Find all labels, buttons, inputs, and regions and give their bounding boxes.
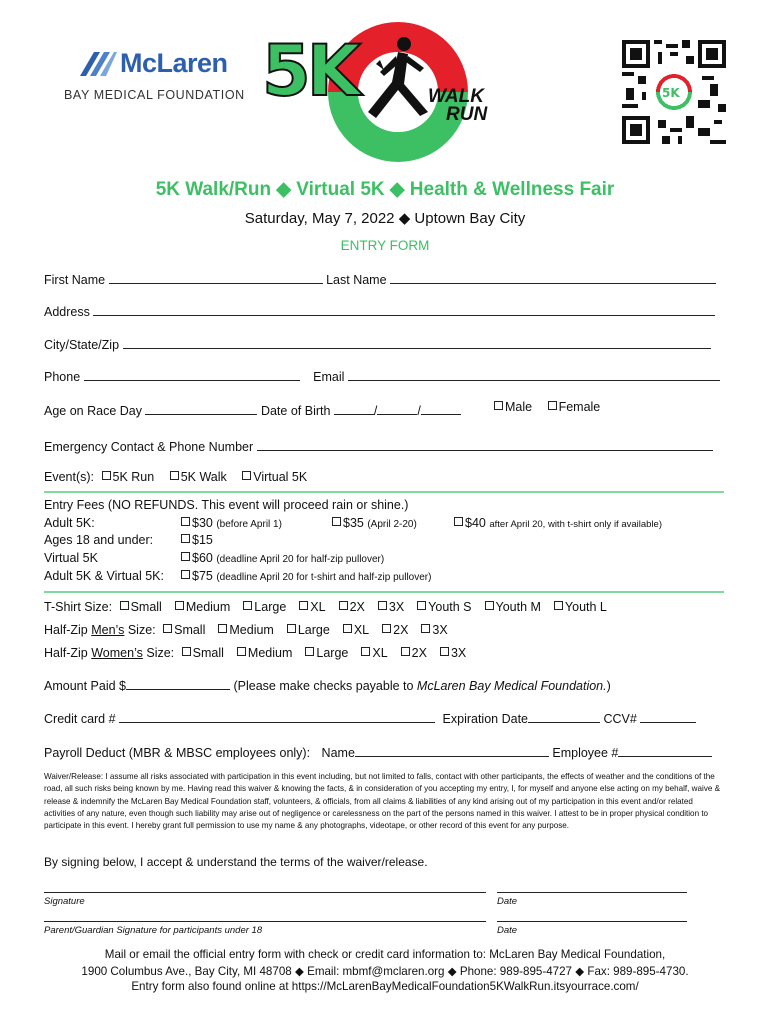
men-size-checkbox[interactable] [421, 624, 430, 633]
emergency-field[interactable] [257, 439, 713, 451]
tshirt-size-label: XL [310, 600, 326, 614]
form-title: ENTRY FORM [340, 238, 430, 253]
amount-paid-row [44, 678, 611, 693]
women-size-option [182, 646, 224, 660]
tshirt-size-label: 3X [388, 600, 405, 614]
city-row [44, 337, 711, 352]
male-checkbox[interactable] [494, 401, 503, 410]
first-name-row [44, 272, 716, 287]
walk-text: WALK [428, 86, 484, 107]
tshirt-size-label: T-Shirt Size: [44, 600, 113, 614]
dob-label: Date of Birth [260, 404, 331, 418]
age-label: Age on Race Day [44, 404, 142, 418]
date-field-1[interactable] [497, 892, 687, 893]
date-label-2: Date [497, 925, 518, 936]
date-field-2[interactable] [497, 921, 687, 922]
5k-big-text: 5K [262, 30, 357, 112]
halfzip-men-label: Half-Zip Men’s Size: [44, 623, 156, 637]
event-headline: 5K Walk/Run ◆ Virtual 5K ◆ Health & Wellness Fair [155, 179, 615, 200]
halfzip-men-row [44, 623, 448, 637]
city-field[interactable] [123, 337, 711, 349]
men-size-option [343, 623, 369, 637]
age-row: Age on Race Day Date of Birth / / [44, 403, 461, 418]
men-size-label: 2X [393, 623, 409, 637]
tshirt-size-options [116, 600, 607, 614]
5k-run-checkbox[interactable] [102, 471, 111, 480]
women-size-label: Medium [247, 646, 293, 660]
tshirt-size-option [417, 600, 471, 614]
adult-price-2-checkbox[interactable] [332, 517, 341, 526]
phone-row [44, 369, 720, 384]
men-size-checkbox[interactable] [218, 624, 227, 633]
tshirt-size-option [554, 600, 607, 614]
men-size-checkbox[interactable] [343, 624, 352, 633]
qr-code-icon [622, 40, 726, 144]
men-size-checkbox[interactable] [382, 624, 391, 633]
adult-price-2: $35 (April 2-20) [332, 516, 417, 530]
footer-online-line: Entry form also found online at https://McLarenBayMedicalFoundation5KWalkRun.itsyourrace.com/ [131, 980, 639, 993]
signing-statement: By signing below, I accept & understand the terms of the waiver/release. [44, 855, 428, 869]
virtual-5k-checkbox[interactable] [242, 471, 251, 480]
payroll-row [44, 745, 712, 760]
tshirt-size-label: Youth M [495, 600, 541, 614]
run-text: RUN [446, 104, 488, 125]
women-size-label: 3X [450, 646, 467, 660]
women-size-checkbox[interactable] [237, 647, 246, 656]
combo-price-checkbox[interactable] [181, 570, 190, 579]
youth-price: $15 [181, 533, 213, 547]
signature-label: Signature [44, 896, 85, 907]
tshirt-size-option [243, 600, 286, 614]
tshirt-size-checkbox[interactable] [175, 601, 184, 610]
footer-address-line: 1900 Columbus Ave., Bay City, MI 48708 ◆ Email: mbmf@mclaren.org ◆ Phone: 989-895-4727 ◆ Fax: 989-895-4730. [81, 965, 689, 978]
female-label: Female [558, 400, 601, 414]
event-date-location: Saturday, May 7, 2022 ◆ Uptown Bay City [244, 210, 526, 227]
tshirt-size-label: Large [254, 600, 287, 614]
last-name-field[interactable] [390, 272, 716, 284]
male-label: Male [505, 400, 533, 414]
dob-month-field[interactable] [334, 403, 374, 415]
women-size-options [178, 646, 467, 660]
women-size-label: Large [316, 646, 349, 660]
women-size-label: 2X [411, 646, 427, 660]
women-size-checkbox[interactable] [401, 647, 410, 656]
female-checkbox[interactable] [548, 401, 557, 410]
first-name-field[interactable] [109, 272, 323, 284]
men-size-options [159, 623, 448, 637]
tshirt-size-checkbox[interactable] [120, 601, 129, 610]
payroll-name-label: Name [321, 746, 355, 760]
halfzip-women-row [44, 646, 466, 660]
men-size-option [382, 623, 408, 637]
checks-note: (Please make checks payable to McLaren Bay Medical Foundation.) [233, 679, 611, 693]
tshirt-size-option [485, 600, 541, 614]
virtual-label: Virtual 5K [44, 551, 98, 565]
tshirt-size-label: Youth L [564, 600, 607, 614]
foundation-name: BAY MEDICAL FOUNDATION [64, 88, 245, 102]
virtual-5k-label: Virtual 5K [253, 470, 308, 484]
age-field[interactable] [145, 403, 257, 415]
tshirt-size-option [120, 600, 162, 614]
women-size-option [401, 646, 427, 660]
address-label: Address [44, 305, 90, 319]
tshirt-size-checkbox[interactable] [339, 601, 348, 610]
tshirt-size-checkbox[interactable] [485, 601, 494, 610]
men-size-option [421, 623, 447, 637]
email-label: Email [313, 370, 345, 384]
youth-price-checkbox[interactable] [181, 534, 190, 543]
adult-price-3-checkbox[interactable] [454, 517, 463, 526]
women-size-option [440, 646, 466, 660]
adult-price-1-checkbox[interactable] [181, 517, 190, 526]
credit-card-field[interactable] [119, 711, 435, 723]
5k-run-label: 5K Run [112, 470, 155, 484]
men-size-checkbox[interactable] [163, 624, 172, 633]
men-size-option [287, 623, 330, 637]
adult-5k-label: Adult 5K: [44, 516, 95, 530]
tshirt-size-label: Small [130, 600, 162, 614]
expiration-label: Expiration Date [442, 712, 528, 726]
mclaren-swoosh-icon [78, 50, 118, 78]
amount-paid-label: Amount Paid $ [44, 679, 126, 693]
tshirt-size-label: Medium [185, 600, 231, 614]
men-size-label: Medium [229, 623, 274, 637]
events-row [44, 470, 307, 484]
events-label: Event(s): [44, 470, 95, 484]
payroll-name-field[interactable] [355, 745, 549, 757]
tshirt-size-option [175, 600, 230, 614]
address-field[interactable] [93, 304, 715, 316]
svg-text:5K: 5K [662, 85, 680, 100]
date-label-1: Date [497, 896, 518, 907]
men-size-label: Large [297, 623, 330, 637]
youth-label: Ages 18 and under: [44, 533, 154, 547]
tshirt-size-checkbox[interactable] [299, 601, 308, 610]
combo-label: Adult 5K & Virtual 5K: [44, 569, 164, 583]
credit-card-row [44, 711, 696, 726]
last-name-label: Last Name [326, 273, 387, 287]
employee-field[interactable] [618, 745, 712, 757]
amount-paid-field[interactable] [126, 678, 230, 690]
combo-price: $75 (deadline April 20 for t-shirt and half-zip pullover) [181, 569, 431, 583]
phone-label: Phone [44, 370, 81, 384]
emergency-row [44, 439, 713, 454]
women-size-option [305, 646, 348, 660]
email-field[interactable] [348, 369, 720, 381]
emergency-label: Emergency Contact & Phone Number [44, 440, 254, 454]
signature-field[interactable] [44, 892, 486, 893]
tshirt-size-option [378, 600, 404, 614]
fees-heading: Entry Fees (NO REFUNDS. This event will proceed rain or shine.) [44, 498, 409, 512]
tshirt-size-option [299, 600, 325, 614]
tshirt-size-row [44, 600, 607, 614]
expiration-field[interactable] [528, 711, 600, 723]
5k-walk-label: 5K Walk [180, 470, 227, 484]
women-size-checkbox[interactable] [182, 647, 191, 656]
adult-price-3: $40 after April 20, with t-shirt only if available) [454, 516, 662, 530]
men-size-checkbox[interactable] [287, 624, 296, 633]
payroll-label: Payroll Deduct (MBR & MBSC employees only): [44, 746, 311, 760]
city-label: City/State/Zip [44, 338, 120, 352]
tshirt-size-option [339, 600, 365, 614]
men-size-option [218, 623, 273, 637]
parent-signature-label: Parent/Guardian Signature for participants under 18 [44, 925, 263, 936]
men-size-option [163, 623, 205, 637]
virtual-price: $60 (deadline April 20 for half-zip pullover) [181, 551, 384, 565]
women-size-checkbox[interactable] [440, 647, 449, 656]
waiver-text: Waiver/Release: I assume all risks associated with participation in this event including, but not limited to falls, contact with other participants, the effects of weather and the conditions of the road, all such risks being known by me. Having read this waiver & knowing the facts, & in consideration of you accepting my entry, I, for myself and anyone else acting on my behalf, waive & release & indemnify the McLaren Bay Medical Foundation staff, volunteers, & officials, from all claims & liabilities of any kind arising out of my participation in this event and/or related activities of any nature, even though such liability may arise out of negligence or carelessness on the part of the persons named in this waiver. I attest to be in proper physical condition to participate in this event. I hereby grant full permission to use my name & any photographs, videotape, or other record of this event for any purpose. [44, 772, 721, 831]
address-row [44, 304, 715, 319]
first-name-label: First Name [44, 273, 106, 287]
ccv-label: CCV# [603, 712, 637, 726]
halfzip-women-label: Half-Zip Women’s Size: [44, 646, 175, 660]
men-size-label: 3X [432, 623, 448, 637]
men-size-label: Small [174, 623, 206, 637]
ccv-field[interactable] [640, 711, 696, 723]
divider-top [44, 491, 724, 493]
5k-walk-checkbox[interactable] [170, 471, 179, 480]
women-size-label: XL [372, 646, 388, 660]
adult-price-1: $30 (before April 1) [181, 516, 282, 530]
tshirt-size-label: 2X [349, 600, 365, 614]
women-size-label: Small [192, 646, 224, 660]
women-size-checkbox[interactable] [305, 647, 314, 656]
women-size-option [361, 646, 387, 660]
tshirt-size-checkbox[interactable] [417, 601, 426, 610]
credit-card-label: Credit card # [44, 712, 116, 726]
mclaren-brand: McLaren [120, 48, 228, 78]
virtual-price-checkbox[interactable] [181, 552, 190, 561]
dob-day-field[interactable] [377, 403, 417, 415]
gender-group [494, 400, 600, 414]
men-size-label: XL [353, 623, 370, 637]
women-size-checkbox[interactable] [361, 647, 370, 656]
divider-bottom [44, 591, 724, 593]
parent-signature-field[interactable] [44, 921, 486, 922]
tshirt-size-checkbox[interactable] [554, 601, 563, 610]
employee-label: Employee # [552, 746, 619, 760]
dob-year-field[interactable] [421, 403, 461, 415]
tshirt-size-checkbox[interactable] [243, 601, 252, 610]
women-size-option [237, 646, 292, 660]
tshirt-size-checkbox[interactable] [378, 601, 387, 610]
tshirt-size-label: Youth S [428, 600, 472, 614]
footer-mail-line: Mail or email the official entry form with check or credit card information to: McLaren Bay Medical Foundation, [104, 948, 666, 961]
phone-field[interactable] [84, 369, 300, 381]
